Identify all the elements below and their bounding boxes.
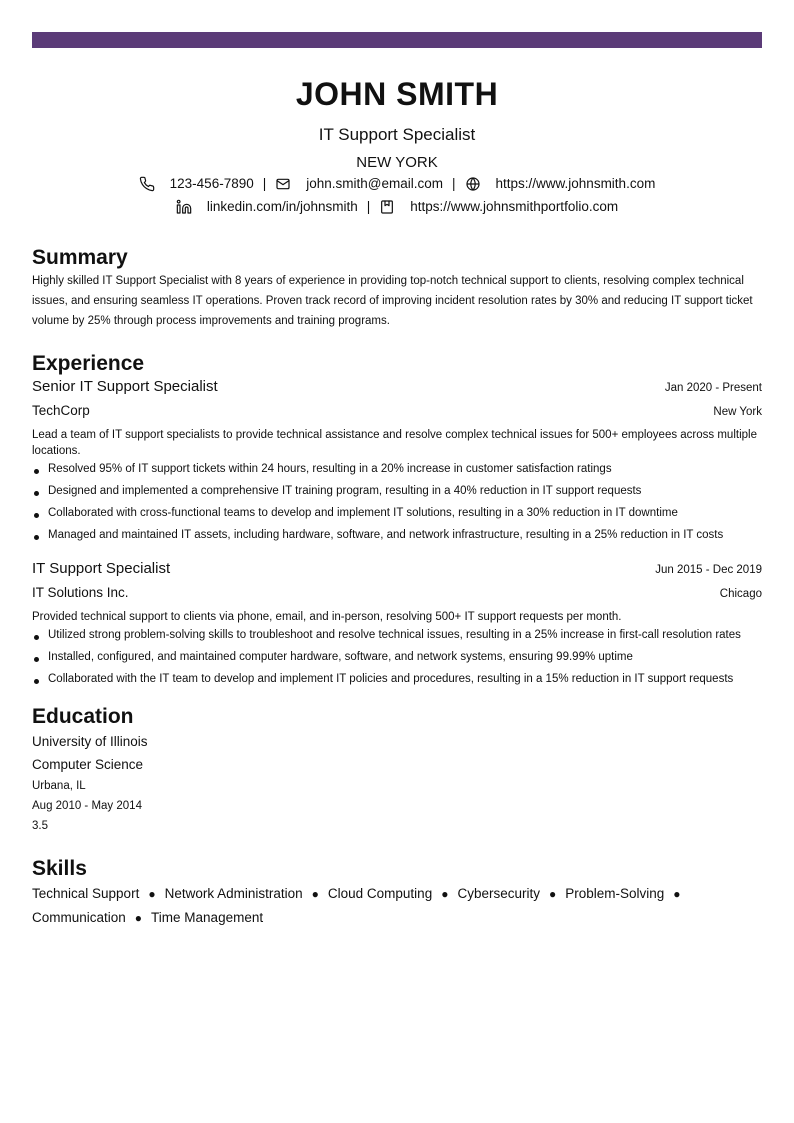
bullet-dot-icon: ● [148, 887, 156, 901]
contact-row-primary [32, 172, 762, 195]
skill-item: Communication [32, 910, 126, 925]
bullet-dot-icon: ● [441, 887, 449, 901]
achievement-item: Resolved 95% of IT support tickets within 24 hours, resulting in a 20% increase in customer satisfaction ratings [32, 461, 762, 477]
experience-heading: Experience [32, 352, 145, 375]
job-description: Provided technical support to clients via phone, email, and in-person, resolving 500+ IT support requests per month. [32, 611, 622, 623]
portfolio-icon [379, 199, 395, 215]
achievement-item: Designed and implemented a comprehensive IT training program, resulting in a 40% reduction in IT support requests [32, 483, 762, 499]
achievement-item: Managed and maintained IT assets, including hardware, software, and network infrastructure, resulting in a 25% reduction in IT costs [32, 527, 762, 543]
education-heading: Education [32, 705, 134, 728]
portfolio-link[interactable]: https://www.johnsmithportfolio.com [410, 199, 619, 214]
achievement-item: Collaborated with cross-functional teams to develop and implement IT solutions, resulting in a 30% reduction in IT downtime [32, 505, 762, 521]
bullet-dot-icon: ● [311, 887, 319, 901]
achievement-item: Utilized strong problem-solving skills to troubleshoot and resolve technical issues, resulting in a 25% increase in first-call resolution rates [32, 627, 762, 643]
globe-icon [465, 176, 481, 192]
summary-heading: Summary [32, 246, 128, 269]
education-dates: Aug 2010 - May 2014 [32, 800, 142, 812]
job-achievements [32, 461, 762, 543]
job-title: Senior IT Support Specialist [32, 378, 218, 395]
skill-item: Network Administration [164, 886, 303, 901]
candidate-title: IT Support Specialist [318, 125, 476, 144]
job-company: IT Solutions Inc. [32, 585, 129, 600]
skills-list [32, 882, 762, 930]
achievement-item: Collaborated with the IT team to develop and implement IT policies and procedures, resulting in a 15% reduction in IT support requests [32, 671, 762, 687]
phone-icon [139, 176, 155, 192]
job-header-row [32, 559, 762, 579]
bullet-dot-icon: ● [134, 911, 143, 925]
phone-number[interactable]: 123-456-7890 [169, 176, 254, 191]
job-header-row [32, 377, 762, 397]
contact-separator: | [262, 176, 267, 191]
job-entry [32, 377, 762, 543]
job-achievements [32, 627, 762, 687]
accent-top-bar [32, 32, 762, 48]
resume-page [32, 32, 762, 930]
bullet-dot-icon: ● [548, 887, 557, 901]
bullet-dot-icon: ● [673, 887, 681, 901]
contact-row-secondary [32, 195, 762, 218]
job-description: Lead a team of IT support specialists to provide technical assistance and resolve complex technical issues for 500+ employees across multiple locations. [32, 429, 757, 457]
contact-separator: | [366, 199, 371, 214]
job-dates: Jan 2020 - Present [664, 382, 762, 394]
linkedin-icon [176, 199, 192, 215]
job-location: Chicago [719, 588, 762, 600]
skill-item: Cybersecurity [457, 886, 540, 901]
job-location: New York [713, 406, 762, 418]
skill-item: Cloud Computing [327, 886, 433, 901]
candidate-location: NEW YORK [356, 154, 438, 171]
education-location: Urbana, IL [32, 780, 86, 792]
achievement-item: Installed, configured, and maintained computer hardware, software, and network systems, ensuring 99.99% uptime [32, 649, 762, 665]
skills-heading: Skills [32, 857, 87, 880]
education-school: University of Illinois [32, 734, 148, 749]
skill-item: Technical Support [32, 886, 140, 901]
job-company: TechCorp [32, 403, 90, 418]
summary-text: Highly skilled IT Support Specialist with 8 years of experience in providing top-notch technical support to clients, resolving complex technical issues, and ensuring seamless IT operations. Proven track record of improving incident resolution rates by 30% and reducing IT support ticket volume by 25% through process improvements and training programs. [32, 275, 753, 327]
job-dates: Jun 2015 - Dec 2019 [655, 564, 762, 576]
job-company-row [32, 401, 762, 422]
email-link[interactable]: john.smith@email.com [306, 176, 443, 191]
resume-header [32, 75, 762, 218]
website-link[interactable]: https://www.johnsmith.com [495, 176, 656, 191]
education-field: Computer Science [32, 757, 144, 772]
skill-item: Problem-Solving [565, 886, 665, 901]
education-gpa: 3.5 [32, 820, 48, 832]
candidate-name: JOHN SMITH [295, 76, 499, 112]
job-company-row [32, 583, 762, 604]
job-entry [32, 559, 762, 687]
mail-icon [275, 176, 291, 192]
job-title: IT Support Specialist [32, 560, 171, 577]
contact-separator: | [452, 176, 456, 191]
linkedin-link[interactable]: linkedin.com/in/johnsmith [206, 199, 358, 214]
skill-item: Time Management [151, 910, 264, 925]
